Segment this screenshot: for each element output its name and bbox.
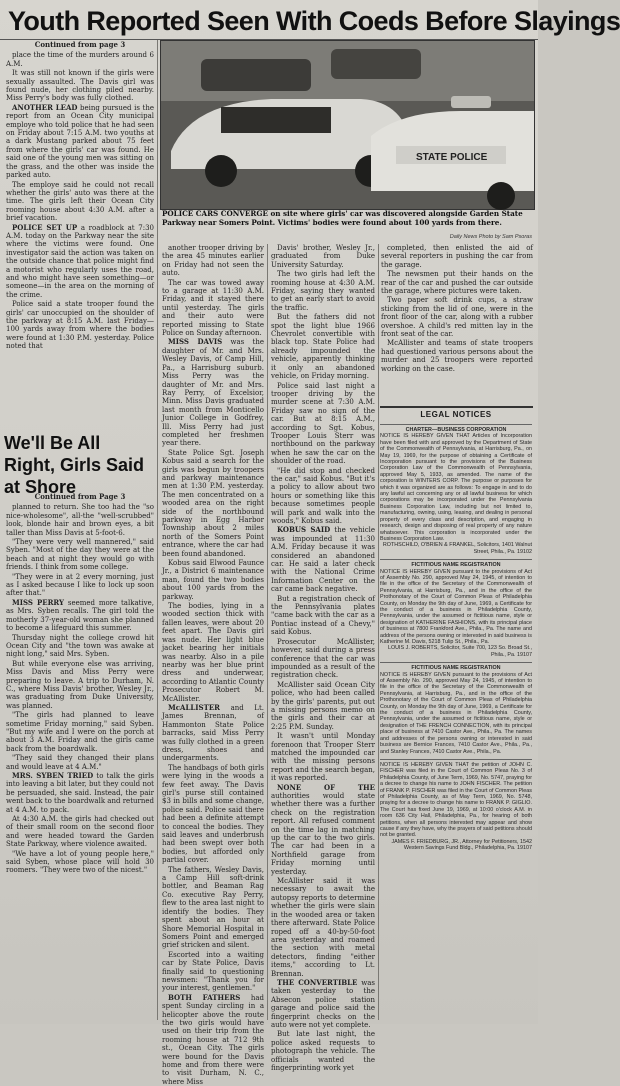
article-column-2 (162, 244, 264, 1086)
main-headline: Youth Reported Seen With Coeds Before Slayings (8, 6, 620, 36)
paragraph: Two paper soft drink cups, a straw sticking from the lid of one, were in the front floor of the car, along with a rubber overshoe. A child's red mitten lay in the front seat of the car. (381, 296, 533, 339)
paragraph: McAllister said Ocean City police, who had been called by the girls' parents, put out a missing persons memo on the girls and their car at 2:25 P.M. Sunday. (271, 680, 375, 731)
lead-in: THE CONVERTIBLE (277, 977, 358, 987)
paragraph: But while everyone else was arriving, Miss Davis and Miss Perry were preparing to leave. A trip to Durham, N. C., where Miss Davis' brother, Wesley Jr., was graduating from Duke University, was planned. (6, 659, 154, 710)
lead-in: MISS DAVIS (168, 337, 223, 347)
paragraph: But a registration check of the Pennsylvania plates "came back with the car as a Pontiac instead of a Chevy," said Kobus. (271, 594, 375, 637)
secondary-headline: We'll Be All Right, Girls Said at Shore (4, 433, 145, 497)
paragraph: At 4:30 A.M. the girls had checked out of their small room on the second floor and were headed toward the Garden State Parkway, where violence awaited. (6, 815, 154, 849)
lead-in: MRS. SYBEN TRIED (12, 771, 94, 780)
lead-in: McALLISTER (168, 702, 220, 712)
paragraph (6, 599, 154, 633)
paragraph (6, 772, 154, 814)
paragraph: The fathers, Wesley Davis, a Camp Hill soft-drink bottler, and Beaman Rag Co. executive Ray Perry, flew to the area last night to identify the bodies. They spent about an hour at Shore Memorial Hospital in Somers Point and emerged grief stricken and silent. (162, 865, 264, 950)
lead-in: NONE OF THE (277, 782, 375, 792)
paragraph: It was still not known if the girls were sexually assaulted. The Davis girl was found nude, her clothing piled nearby. Miss Perry's body was fully clothed. (6, 69, 154, 103)
notice-signature: ROTHSCHILD, O'BRIEN & FRANKEL, Solicitors, 1401 Walnut Street, Phila., Pa. 19102 (382, 542, 532, 555)
paragraph: Escorted into a waiting car by State Police, Davis finally said to questioning newsmen: "Thank you for your interest, gentlemen." (162, 950, 264, 993)
lead-in: ANOTHER LEAD (12, 102, 78, 112)
paragraph: The car was towed away to a garage at 11:30 A.M. Friday, and it stayed there until yesterday. The girls and their auto were reported missing to State Police on Sunday afternoon. (162, 278, 264, 338)
paragraph: "He did stop and checked the car," said Kobus. "But it's a policy to allow about two hours or something like this because sometimes people will park and walk into the woods," Kobus said. (271, 466, 375, 525)
paragraph: planned to return. She too had the "so nice-wholesome", all-the "well-scrubbed" look, blonde hair and brown eyes, a bit taller than Miss Davis at 5-foot-6. (6, 503, 154, 537)
paragraph: completed, then enlisted the aid of several reporters in pushing the car from the garage. (381, 244, 533, 269)
paragraph: "They said they changed their plans and would leave at 4 A.M." (6, 754, 154, 771)
paragraph: "The girls had planned to leave sometime Friday morning," said Syben. "But my wife and I were on the porch at about 3 A.M. Friday and the girls came back from the boardwalk. (6, 711, 154, 753)
legal-notice (380, 759, 532, 852)
paragraph: The bodies, lying in a wooded section thick with fallen leaves, were about 20 feet apart. The Davis girl was nude. Her light blue jacket bearing her initials was nearby. Also in a pile nearby was her blue print dress and underwear, according to Atlantic County Prosecutor Robert M. McAllister. (162, 602, 264, 703)
paragraph: "We have a lot of young people here," said Syben, whose place will hold 30 roomers. "They were two of the nicest." (6, 849, 154, 875)
notice-body: NOTICE IS HEREBY GIVEN THAT Articles of Incorporation have been filed with and approved by the Department of State of the Commonwealth of Pennsylvania, at Harrisburg, Pa., on May 19, 1969, for the purpose of obtaining a Certificate of Incorporation pursuant to the provisions of the Business Corporation Law of the Commonwealth of Pennsylvania, approved May 5, 1933, as amended. The name of the corporation is WINTERS CORP. The purpose or purposes for which it was organized are as follows: To engage in and to do any lawful act concerning any or all lawful business for which corporations may be incorporated under the Pennsylvania Business Corporation Law, including but not limited to, manufacturing, owning, using, leasing, and dealing in personal property of every class and description, and engaging in research, design and disposing of real property of any nature whatsoever. This corporation is incorporated under the Business Corporation Law. (380, 433, 532, 542)
lead-in: MISS PERRY (12, 597, 65, 607)
legal-notice (380, 559, 532, 658)
paragraph (162, 994, 264, 1086)
caption-text: on site where girls' car was discovered alongside Garden State Parkway near Somers Point. Victims' bodies were found about 100 yards from there. (162, 209, 523, 227)
caption-lead: POLICE CARS CONVERGE (162, 209, 268, 218)
legal-notice (380, 424, 532, 555)
paragraph (271, 784, 375, 876)
notice-title: CHARTER—BUSINESS CORPORATION (405, 427, 507, 433)
paragraph: But late last night, the police asked requests to photograph the vehicle. The officials wanted the fingerprinting work yet (271, 1030, 375, 1072)
article-column-4 (381, 244, 533, 404)
legal-notices (380, 424, 532, 1020)
paragraph-text: had spent Sunday circling in a helicopter above the route the two girls would have used on their trip from the rooming house at 712 9th st., Ocean City. The girls were bound for the Davis home and from there were to visit Durham, N. C., where Miss (162, 993, 264, 1086)
paragraph: But the fathers did not spot the light blue 1966 Chevrolet convertible with black top. State Police had already impounded the vehicle, apparently thinking it only an abandoned vehicle, on Friday morning. (271, 313, 375, 381)
paragraph: Davis' brother, Wesley Jr., graduated from Duke University Saturday. (271, 244, 375, 269)
paragraph: McAllister said it was necessary to await the autopsy reports to determine whether the girls were slain in the wooded area or taken there afterward. State Police roped off a 40-by-50-foot area yesterday and roamed the section with metal detectors, finding "either items," according to Lt. Brennan. (271, 877, 375, 978)
paragraph: Prosecutor McAllister, however, said during a press conference that the car was impounded as a result of the registration check. (271, 637, 375, 680)
paragraph: It wasn't until Monday forenoon that Trooper Sterr matched the impounded car with the missing persons report and the search began, it was reported. (271, 732, 375, 783)
paragraph: "They were in at 2 every morning, just as I asked because I like to lock up soon after that." (6, 572, 154, 598)
paragraph: Kobus said Elwood Faunce Jr., a District 6 maintenance man, found the two bodies about 100 yards from the parkway. (162, 559, 264, 601)
paragraph: The employe said he could not recall whether the girls' auto was there at the time. The girls left their Ocean City rooming house about 4:30 A.M. after a brief vacation. (6, 180, 154, 223)
paragraph: The newsmen put their hands on the rear of the car and pushed the car outside the garage, where pictures were taken. (381, 270, 533, 296)
paragraph (6, 224, 154, 300)
notice-body: NOTICE IS HEREBY GIVEN pursuant to the provisions of Act of Assembly No. 290, approved May 24, 1945, of intention to file in the office of the Secretary of the Commonwealth of Pennsylvania, at Harrisburg, Pa., and in the office of the Prothonotary of the Court of Common Pleas of Philadelphia County, on Monday the 9th day of June, 1969, a Certificate for the conduct of a business in Philadelphia County, Pennsylvania, under the assumed or fictitious name, style or designation of KATHERINE FASHIONS, with its principal place of business at 7800 Frankford Ave., Phila., Pa. The name and address of the persons owning or interested in said business is Katherine M. Davis, 5218 Tulip St., Phila., Pa. (380, 568, 532, 645)
notice-title: FICTITIOUS NAME REGISTRATION (411, 562, 501, 569)
paragraph: McAllister and teams of state troopers had questioned various persons about the murder and 25 troopers were reported working on the case. (381, 339, 533, 373)
article-column-1 (6, 40, 154, 430)
paragraph: "They were very well mannered," said Syben. "Most of the day they were at the beach and at night they would go with friends. I think from some college. (6, 538, 154, 572)
paragraph: Police said last night a trooper driving by the murder scene at 7:30 A.M. Friday saw no sign of the car. But at 8:15 A.M., according to Sgt. Kobus, Trooper Louis Sterr was northbound on the parkway when he saw the car on the shoulder of the road. (271, 381, 375, 466)
paragraph-text: seemed more talkative, as Mrs. Syben recalls. The girl told the motherly 37-year-old woman she planned to become a lifeguard this summer. (6, 598, 154, 633)
lead-in: POLICE SET UP (12, 222, 78, 232)
paragraph (271, 526, 375, 593)
notice-body: NOTICE IS HEREBY GIVEN THAT the petition of JOHN C. FISCHER was filed in the Court of Common Pleas No. 3 of Philadelphia County, of June Term, 1969, No. 5747, praying for a decree to change his name to JOHN FISCHER. The petition of FRANK P. FISCHER was filed in the Court of Common Pleas of Philadelphia County, as of May Term, 1969, No. 5748, praying for a decree to change his name to FRANK P. GIGLIO. The Court has fixed June 19, 1969, at 10:00 o'clock A.M. in room 636 City Hall, Philadelphia, Pa., for hearing of both petitions, when all persons interested may appear and show cause if any they have, why the prayers of said petitions should not be granted. (380, 761, 532, 839)
continued-note: Continued from page 3 (34, 40, 126, 49)
paragraph (162, 338, 264, 447)
paragraph-text: authorities would state whether there was a further check on the registration report. All refused comment on the time lag in matching up the car to the two girls. The car had been in a Northfield garage from Friday morning until yesterday. (271, 792, 375, 876)
column-rule (267, 244, 268, 1020)
paragraph-text: and Lt. James Brennan, of Hammonton State Police barracks, said Miss Perry was fully clothed in a green dress, shoes and undergarments. (162, 703, 264, 763)
paragraph: The handbags of both girls were lying in the woods a few feet away. The Davis girl's purse still contained $3 in bills and some change, police said. Police said there had been a definite attempt to conceal the bodies. They said leaves and underbrush had been swept over both bodies, but afforded only partial cover. (162, 763, 264, 865)
legal-section-rule (380, 406, 533, 408)
paragraph-text: being pursued is the report from an Ocean City municipal employe who told police that he had seen on Friday about 7:15 A.M. two youths at a dark Mustang parked about 75 feet from where the girls' car was found. He said one of the young men was sitting on the grass, and the other was inside the parked auto. (6, 103, 154, 180)
police-cars-photo (161, 41, 534, 209)
article-column-1-lower (6, 492, 154, 1020)
paragraph: Thursday night the college crowd hit Ocean City and "the town was awake at night long," said Mrs. Syben. (6, 633, 154, 659)
continued-note: Continued from Page 3 (34, 492, 126, 501)
lead-in: BOTH FATHERS (168, 992, 241, 1002)
legal-notice (380, 662, 532, 755)
paragraph-text: was the daughter of Mr. and Mrs. Wesley Davis, of Camp Hill, Pa., a Harrisburg suburb. Miss Perry was the daughter of Mr. and Mrs. Ray Perry, of Excelsior, Minn. Miss Davis graduated last month from Monticello Junior College in Godfrey, Ill. Miss Perry had just completed her freshmen year there. (162, 338, 264, 448)
legal-notices-title: LEGAL NOTICES (420, 410, 492, 419)
paragraph-text: was taken yesterday to the Absecon police station garage and police said the fingerprint checks on the auto were not yet complete. (271, 978, 375, 1029)
paragraph: place the time of the murders around 6 A.M. (6, 51, 154, 68)
paragraph-text: a roadblock at 7:30 A.M. today on the Parkway near the site where the victims were found. One investigator said the action was taken on the outside chance that police might find a motorist who regularly uses the road, and who might have seen something—or someone—in the area on the morning of the crime. (6, 223, 154, 299)
paragraph: State Police Sgt. Joseph Kobus said a search for the girls was begun by troopers and parkway maintenance men at 1:30 P.M. yesterday. The men concentrated on a wooded area on the right side of the northbound parkway in Egg Harbor Township about 2 miles north of the Somers Point entrance, where the car had been found abandoned. (162, 448, 264, 558)
news-photo (160, 40, 535, 210)
paragraph-text: to talk the girls into leaving a bit later, but they could not be persuaded, she said. Instead, the pair went back to the boardwalk and returned at 4 A.M. to pack. (6, 772, 154, 814)
paragraph (6, 104, 154, 180)
notice-title: FICTITIOUS NAME REGISTRATION (411, 665, 501, 672)
column-rule (157, 40, 158, 1020)
paragraph: The two girls had left the rooming house at 4:30 A.M. Friday, saying they wanted to get an early start to avoid the traffic. (271, 270, 375, 312)
column-rule (378, 244, 379, 1020)
notice-signature: LOUIS J. ROBERTS, Solicitor, Suite 700, 123 So. Broad St., Phila., Pa. 19107 (387, 645, 532, 658)
paragraph (162, 704, 264, 763)
lead-in: KOBUS SAID (277, 525, 331, 535)
photo-credit: Daily News Photo by Sam Psoras (449, 234, 532, 240)
paragraph: another trooper driving by the area 45 minutes earlier on Friday had not seen the auto. (162, 244, 264, 278)
paragraph (271, 979, 375, 1029)
paragraph: Police said a state trooper found the girls' car unoccupied on the shoulder of the parkway at 8:15 A.M. last Friday—100 yards away from where the bodies were found at 1:30 P.M. yesterday. Police noted that (6, 300, 154, 351)
paragraph-text: the vehicle was impounded at 11:30 A.M. Friday because it was considered an abandoned car. He said a later check with the National Crime Information Center on the car came back negative. (271, 526, 375, 594)
state-police-door-text: STATE POLICE (416, 152, 488, 163)
notice-body: NOTICE IS HEREBY GIVEN pursuant to the provisions of Act of Assembly No. 290, approved May 24, 1945, of intention to file in the office of the Secretary of the Commonwealth of Pennsylvania, at Harrisburg, Pa., and in the office of the Prothonotary of the Court of Common Pleas of Philadelphia County, on Monday the 9th day of June, 1969, a Certificate for the conduct of a business in Philadelphia County, Pennsylvania, under the assumed or fictitious name, style or designation of THE FRENCH CONNECTION, with its principal place of business at 7410 Castor Ave., Phila., Pa. The names and addresses of the persons owning or interested in said business are Bernice Frances, 7410 Castor Ave., Phila., Pa., and Stanley Frances, 7410 Castor Ave., Phila., Pa. (380, 671, 532, 755)
notice-signature: JAMES F. FRIEDBURG, JR., Attorney for Petitioners, 1542 Western Savings Fund Bldg., Philadelphia, Pa. 19107 (391, 838, 532, 852)
article-column-3 (271, 244, 375, 1072)
